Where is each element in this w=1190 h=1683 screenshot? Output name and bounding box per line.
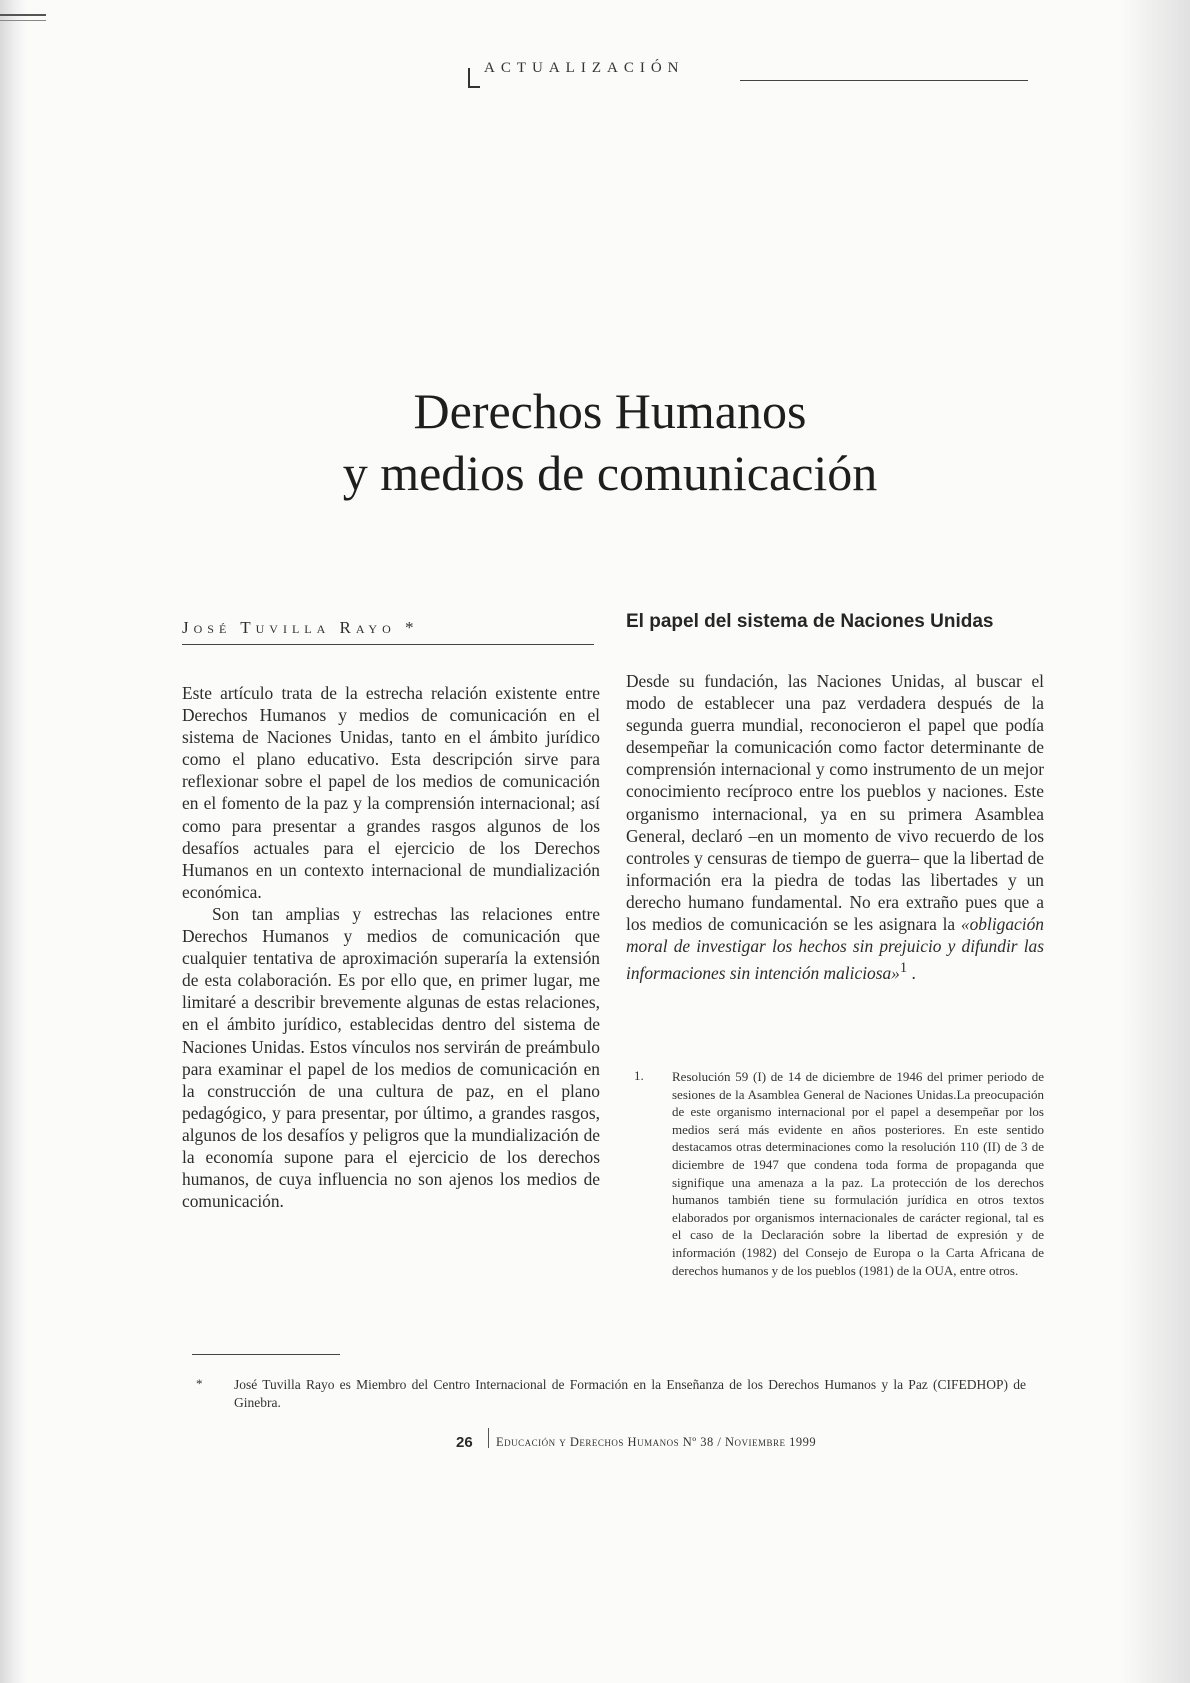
intro-paragraph: Son tan amplias y estrechas las relaciones entre Derechos Humanos y medios de comunicación que cualquier tentativa de aproximación superaría la extensión de esta colaboración. Es por ello que, en primer lugar, me limitaré a describir brevemente algunas de estas relaciones, en el ámbito jurídico, establecidas dentro del sistema de Naciones Unidas. Estos vínculos nos servirán de preámbulo para examinar el papel de los medios de comunicación en la construcción de una cultura de paz, en el plano pedagógico, y para presentar, por último, a grandes rasgos, algunos de los desafíos y peligros que la mundialización de la economía supone para el ejercicio de los derechos humanos, de cuya influencia no son ajenos los medios de comunicación. — [182, 903, 600, 1212]
page-footer — [456, 1432, 956, 1462]
right-column-paragraph — [626, 670, 1044, 984]
title-line-2: y medios de comunicación — [342, 445, 878, 501]
footnote-rule — [192, 1354, 340, 1355]
author-name: José Tuvilla Rayo * — [182, 618, 419, 637]
author-footnote-text: José Tuvilla Rayo es Miembro del Centro Internacional de Formación en la Enseñanza de los Derechos Humanos y la Paz (CIFEDHOP) de Ginebra. — [234, 1377, 1026, 1410]
author-rule — [182, 644, 594, 645]
section-header-rule — [740, 80, 1028, 81]
section-header-label: ACTUALIZACIÓN — [484, 60, 685, 76]
title-line-1: Derechos Humanos — [413, 383, 807, 439]
footer-separator — [488, 1428, 489, 1448]
section-header-corner — [468, 68, 470, 88]
right-column-end: . — [907, 963, 916, 984]
section-subheading: El papel del sistema de Naciones Unidas — [626, 611, 994, 632]
page-number: 26 — [456, 1434, 473, 1451]
abstract-paragraph: Este artículo trata de la estrecha relación existente entre Derechos Humanos y medios de comunicación en el sistema de Naciones Unidas, tanto en el ámbito jurídico como el plano educativo. Esta descripción sirve para reflexionar sobre el papel de los medios de comunicación en el fomento de la paz y la comprensión internacional; así como para presentar a grandes rasgos algunos de los desafíos actuales para el ejercicio de los Derechos Humanos en un contexto internacional de mundialización económica. — [182, 683, 600, 902]
footnote-ref: 1 — [899, 960, 908, 977]
right-column-text: Desde su fundación, las Naciones Unidas, al buscar el modo de establecer una paz verdadera después de la segunda guerra mundial, reconocieron el papel que podía desempeñar la comunicación como factor determinante de comprensión internacional y como instrumento de un mejor conocimiento recíproco entre los pueblos y naciones. Este organismo internacional, ya en su primera Asamblea General, declaró –en un momento de vivo recuerdo de los controles y censuras de tiempo de guerra– que la libertad de información era la piedra de todas las libertades y un derecho humano fundamental. No era extraño pues que a los medios de comunicación se les asignara la — [626, 671, 1044, 935]
footnote-1-number: 1. — [634, 1068, 644, 1083]
footnote-1-text: Resolución 59 (I) de 14 de diciembre de 1946 del primer periodo de sesiones de la Asamblea General de Naciones Unidas.La preocupación de este organismo internacional por el papel a desempeñar por los medios será más evidente en años posteriores. En este sentido destacamos otras determinaciones como la resolución 110 (II) de 3 de diciembre de 1947 que condena toda forma de propaganda que signifique una amenaza a la paz. La protección de los derechos humanos también tiene su formulación jurídica en otros textos elaborados por organismos internacionales de carácter regional, tal es el caso de la Declaración sobre la libertad de expresión y de información (1982) del Consejo de Europa o la Carta Africana de derechos humanos y de los pueblos (1981) de la OUA, entre otros. — [672, 1069, 1044, 1278]
author-footnote-marker: * — [196, 1376, 203, 1391]
left-column — [182, 682, 600, 1212]
journal-info: Educación y Derechos Humanos Nº 38 / Noviembre 1999 — [496, 1435, 817, 1449]
section-header — [468, 58, 1028, 88]
article-title — [210, 380, 1010, 504]
right-column — [626, 670, 1044, 984]
scan-shadow-right — [1120, 0, 1190, 1683]
scan-artifact-line — [0, 14, 46, 16]
scan-shadow-left — [0, 0, 26, 1683]
section-header-corner-base — [468, 86, 480, 88]
scan-artifact-line — [0, 20, 46, 21]
quote-text: «obligación moral de investigar los hechos sin prejuicio y difundir las informaciones sin intención maliciosa» — [626, 914, 1044, 984]
